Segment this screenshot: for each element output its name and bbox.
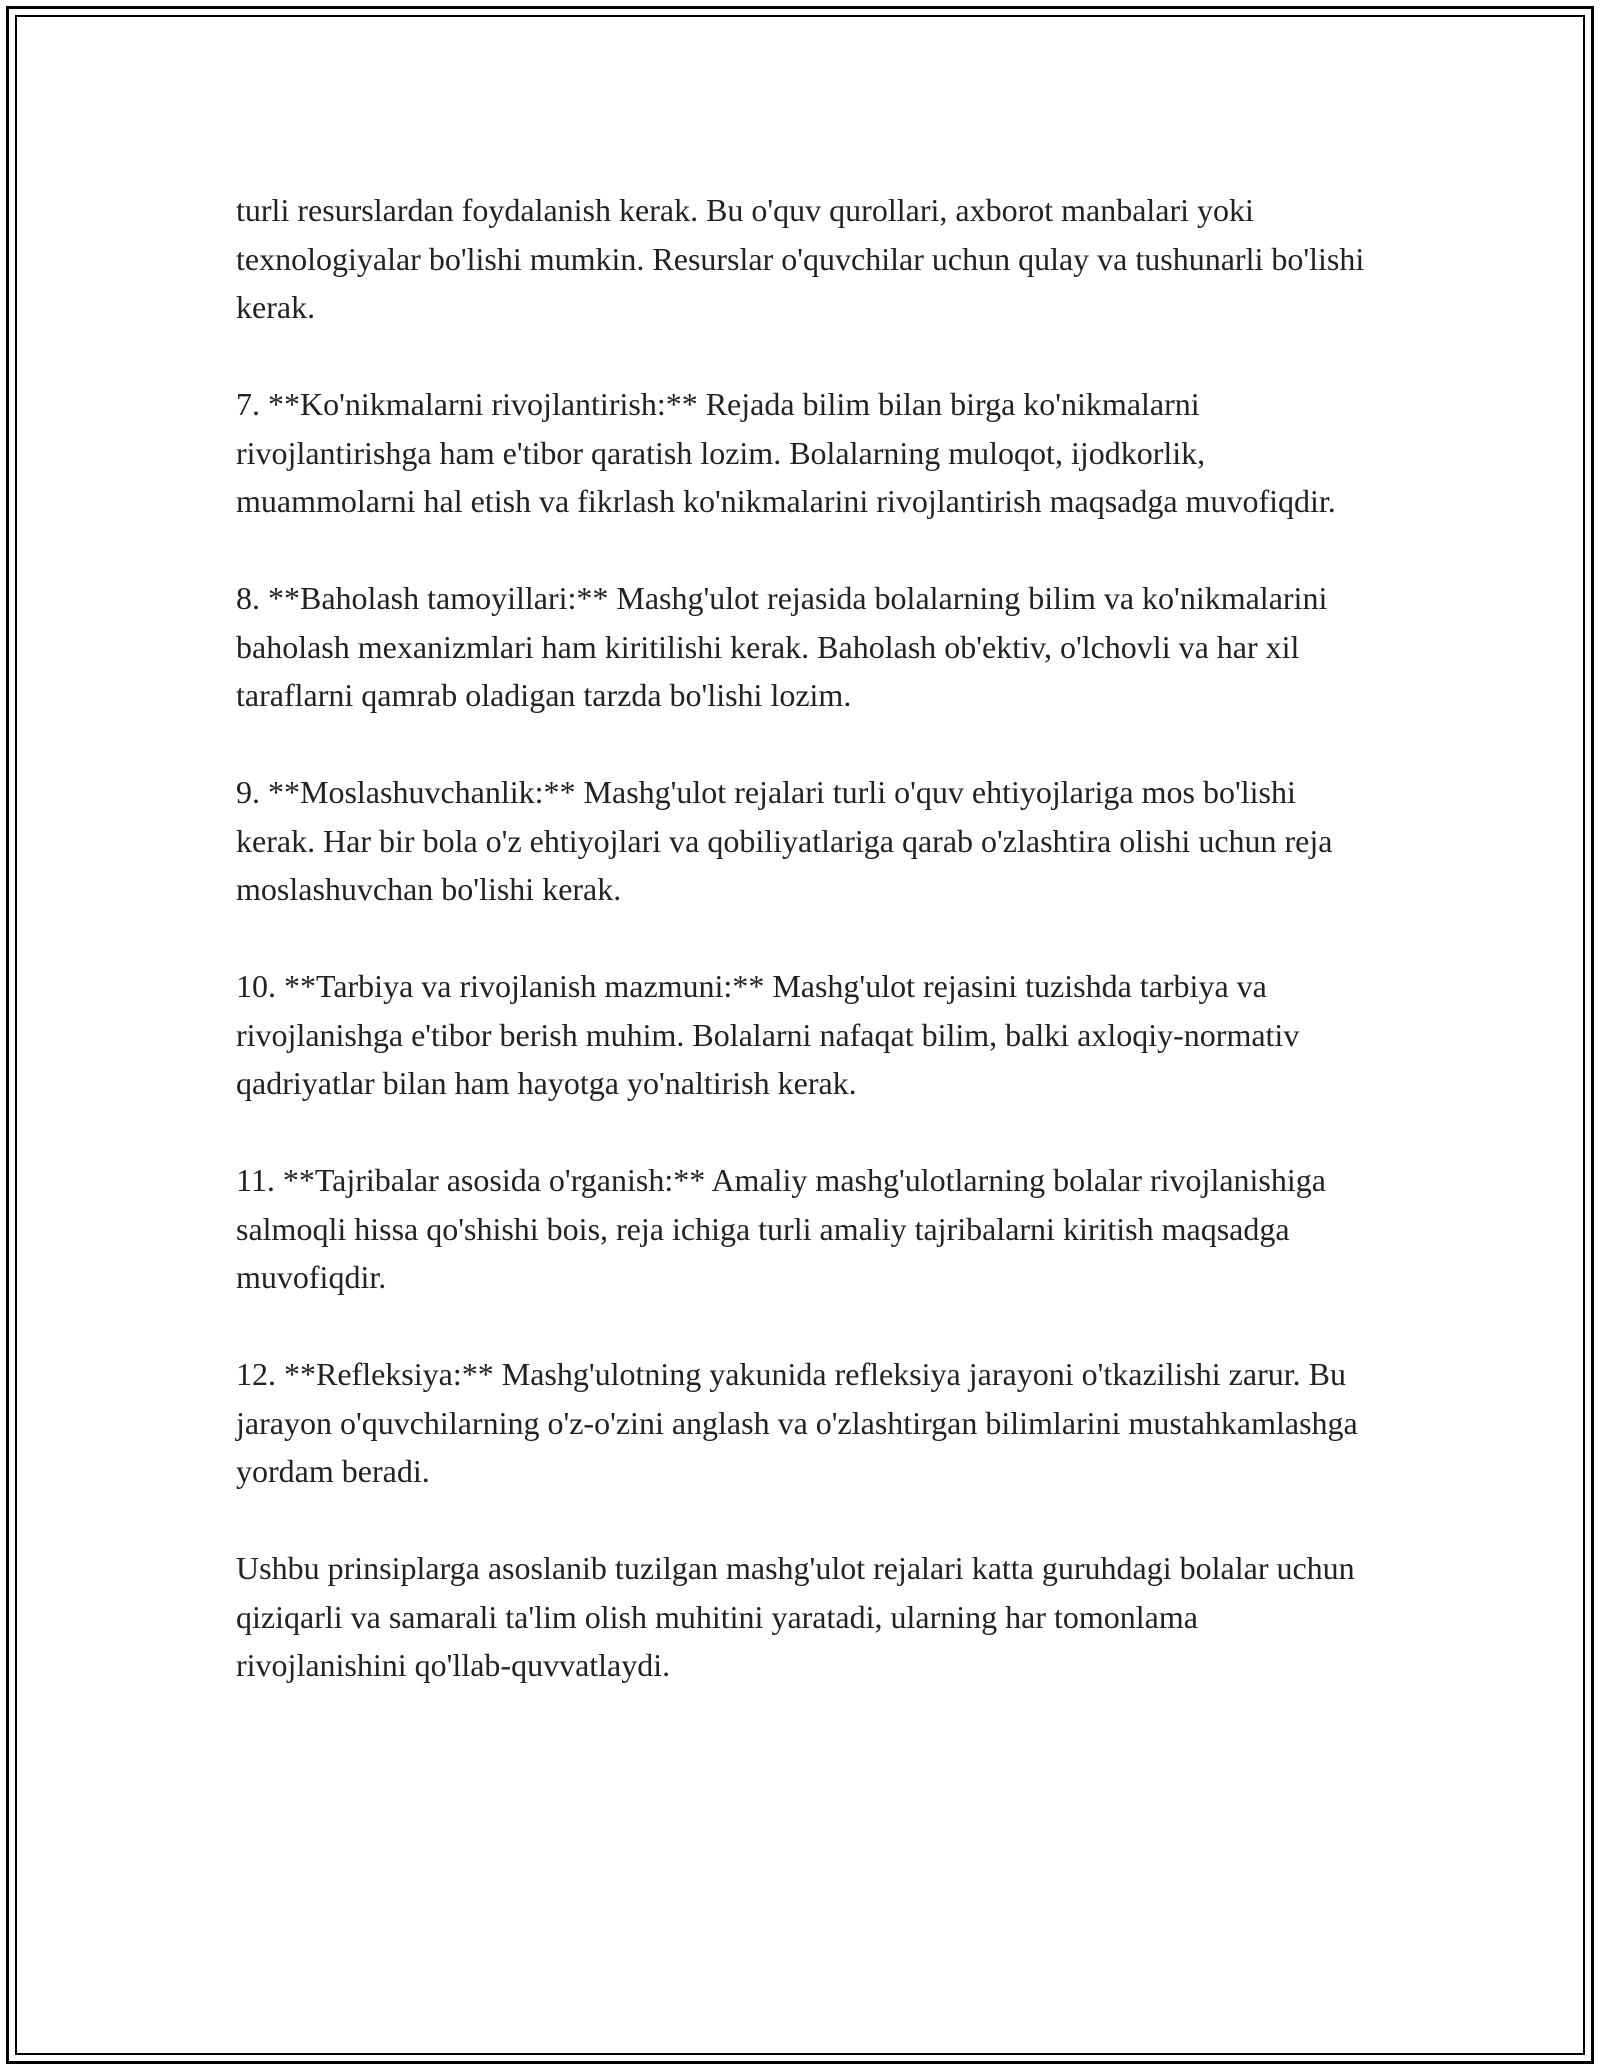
paragraph-upbringing-content: 10. **Tarbiya va rivojlanish mazmuni:** Mashg'ulot rejasini tuzishda tarbiya va rivojlanishga e'tibor berish muhim. Bolalarni nafaqat bilim, balki axloqiy-normativ qadriyatlar bilan ham hayotga yo'naltirish kerak. xyxy=(236,968,1300,1101)
paragraph-reflection: 12. **Refleksiya:** Mashg'ulotning yakunida refleksiya jarayoni o'tkazilishi zarur. Bu jarayon o'quvchilarning o'z-o'zini anglash va o'zlashtirgan bilimlarini mustahkamlashga yordam beradi. xyxy=(236,1356,1358,1489)
document-body xyxy=(236,186,1376,1690)
paragraph-resources-continued: turli resurslardan foydalanish kerak. Bu o'quv qurollari, axborot manbalari yoki texnologiyalar bo'lishi mumkin. Resurslar o'quvchilar uchun qulay va tushunarli bo'lishi kerak. xyxy=(236,192,1365,325)
paragraph-flexibility: 9. **Moslashuvchanlik:** Mashg'ulot rejalari turli o'quv ehtiyojlariga mos bo'lishi kerak. Har bir bola o'z ehtiyojlari va qobiliyatlariga qarab o'zlashtira olishi uchun reja moslashuvchan bo'lishi kerak. xyxy=(236,774,1333,907)
paragraph-assessment-principles: 8. **Baholash tamoyillari:** Mashg'ulot rejasida bolalarning bilim va ko'nikmalarini baholash mexanizmlari ham kiritilishi kerak. Baholash ob'ektiv, o'lchovli va har xil taraflarni qamrab oladigan tarzda bo'lishi lozim. xyxy=(236,580,1328,713)
paragraph-skills-development: 7. **Ko'nikmalarni rivojlantirish:** Rejada bilim bilan birga ko'nikmalarni rivojlantirishga ham e'tibor qaratish lozim. Bolalarning muloqot, ijodkorlik, muammolarni hal etish va fikrlash ko'nikmalarini rivojlantirish maqsadga muvofiqdir. xyxy=(236,386,1336,519)
paragraph-conclusion: Ushbu prinsiplarga asoslanib tuzilgan mashg'ulot rejalari katta guruhdagi bolalar uchun qiziqarli va samarali ta'lim olish muhitini yaratadi, ularning har tomonlama rivojlanishini qo'llab-quvvatlaydi. xyxy=(236,1550,1355,1683)
paragraph-experiential-learning: 11. **Tajribalar asosida o'rganish:** Amaliy mashg'ulotlarning bolalar rivojlanishiga salmoqli hissa qo'shishi bois, reja ichiga turli amaliy tajribalarni kiritish maqsadga muvofiqdir. xyxy=(236,1162,1326,1295)
